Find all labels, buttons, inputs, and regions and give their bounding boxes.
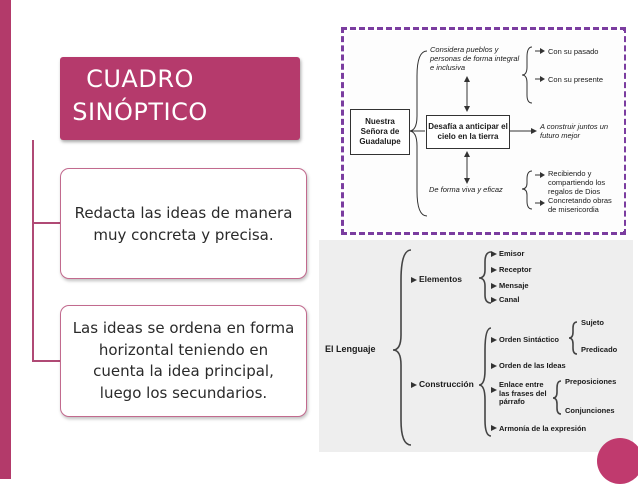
diagram1-bottom-item-2: Concretando obras de misericordia	[548, 196, 612, 214]
diagram1-bottom-item-1: Recibiendo y compartiendo los regalos de Dios	[548, 169, 606, 196]
diagram2-mensaje: Mensaje	[499, 281, 529, 290]
diagram2-armonia: Armonía de la expresión	[499, 424, 587, 433]
diagram1-top-item-2: Con su presente	[548, 75, 604, 84]
diagram2-root: El Lenguaje	[325, 344, 376, 354]
diagram2-canal: Canal	[499, 295, 520, 304]
title-box	[60, 57, 300, 140]
diagram2-construccion: Construcción	[419, 379, 474, 389]
card-horizontal-text: Las ideas se ordena en forma horizontal teniendo en cuenta la idea principal, luego los secundarios.	[72, 319, 295, 402]
tree-branch-1	[32, 222, 60, 224]
diagram2-sujeto: Sujeto	[581, 318, 604, 327]
card-concise-text: Redacta las ideas de manera muy concreta y precisa.	[74, 203, 293, 244]
page-title: CUADRO SINÓPTICO	[72, 65, 208, 126]
diagram2-elementos: Elementos	[419, 274, 462, 284]
diagram2-predicado: Predicado	[581, 345, 618, 354]
diagram2-orden-sintactico: Orden Sintáctico	[499, 335, 560, 344]
diagram-lenguaje	[319, 240, 633, 452]
diagram2-emisor: Emisor	[499, 249, 525, 258]
tree-branch-2	[32, 360, 60, 362]
diagram1-middle-item: A construir juntos un futuro mejor	[540, 122, 609, 140]
diagram1-middle: Desafía a anticipar el cielo en la tierra	[426, 115, 510, 149]
diagram1-top-item-1: Con su pasado	[548, 47, 599, 56]
diagram-guadalupe	[347, 31, 624, 231]
diagram2-receptor: Receptor	[499, 265, 532, 274]
left-accent-bar	[0, 0, 11, 479]
diagram2-conjunciones: Conjunciones	[565, 406, 615, 415]
diagram2-enlace: Enlace entre las frases del párrafo	[499, 380, 547, 406]
corner-decoration	[597, 438, 638, 484]
diagram1-top-branch: Considera pueblos y personas de forma integral e inclusiva	[430, 45, 520, 72]
tree-vertical-line	[32, 140, 34, 361]
card-concise	[60, 168, 307, 279]
card-horizontal	[60, 305, 307, 417]
diagram2-preposiciones: Preposiciones	[565, 377, 617, 386]
diagram1-root: Nuestra Señora de Guadalupe	[350, 109, 410, 155]
diagram1-bottom-branch: De forma viva y eficaz	[429, 185, 503, 194]
diagram2-orden-ideas: Orden de las Ideas	[499, 361, 566, 370]
